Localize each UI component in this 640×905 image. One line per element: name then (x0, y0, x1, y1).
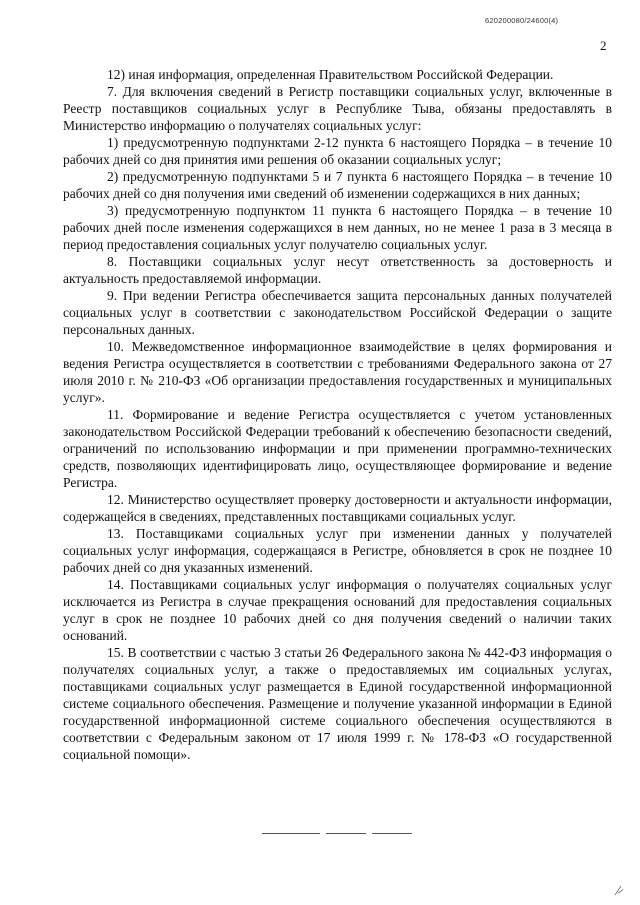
paragraph-14: 14. Поставщиками социальных услуг информация о получателях социальных услуг исключается из Регистра в случае прекращения оснований для предоставления социальных услуг в срок не позднее 10 рабочих дней со дня получения сведений о наличии таких оснований. (63, 577, 612, 643)
document-code: 620200080/24600(4) (485, 16, 559, 25)
paragraph-7-subitem-2: 2) предусмотренную подпунктами 5 и 7 пункта 6 настоящего Порядка – в течение 10 рабочих дней со дня получения ими сведений об изменении содержащихся в них данных; (63, 169, 612, 201)
end-rule-segment (262, 833, 320, 834)
paragraph-9: 9. При ведении Регистра обеспечивается защита персональных данных получателей социальных услуг в соответствии с законодательством Российской Федерации о защите персональных данных. (63, 288, 612, 337)
paragraph-item-12: 12) иная информация, определенная Правительством Российской Федерации. (107, 67, 554, 82)
end-of-document-rule (262, 833, 412, 835)
paragraph-7: 7. Для включения сведений в Регистр поставщики социальных услуг, включенные в Реестр поставщиков социальных услуг в Республике Тыва, обязаны предоставлять в Министерство информацию о получателях социальных услуг: (63, 84, 612, 133)
paragraph-11: 11. Формирование и ведение Регистра осуществляется с учетом установленных законодательством Российской Федерации требований к обеспечению безопасности сведений, ограничений по использованию информации и при применении программно-технических средств, позволяющих идентифицировать лицо, осуществляющее формирование и ведение Регистра. (63, 407, 612, 490)
page-number: 2 (600, 38, 607, 53)
paragraph-7-subitem-1: 1) предусмотренную подпунктами 2-12 пункта 6 настоящего Порядка – в течение 10 рабочих дней со дня принятия ими решения об оказании социальных услуг; (63, 135, 612, 167)
paragraph-10: 10. Межведомственное информационное взаимодействие в целях формирования и ведения Регистра осуществляется в соответствии с требованиями Федерального закона от 27 июля 2010 г. № 210-ФЗ «Об организации предоставления государственных и муниципальных услуг». (63, 339, 612, 405)
end-rule-segment (372, 833, 412, 834)
paragraph-7-subitem-3: 3) предусмотренную подпунктом 11 пункта 6 настоящего Порядка – в течение 10 рабочих дней после изменения содержащихся в нем данных, но не менее 1 раза в 3 месяца в период предоставления социальных услуг получателю социальных услуг. (63, 203, 612, 252)
handwritten-mark-icon (612, 883, 626, 897)
paragraph-13: 13. Поставщиками социальных услуг при изменении данных у получателей социальных услуг информация, содержащаяся в Регистре, обновляется в срок не позднее 10 рабочих дней со дня указанных изменений. (63, 526, 612, 575)
paragraph-12: 12. Министерство осуществляет проверку достоверности и актуальности информации, содержащейся в сведениях, представленных поставщиками социальных услуг. (63, 492, 612, 524)
document-body (63, 66, 612, 763)
paragraph-8: 8. Поставщики социальных услуг несут ответственность за достоверность и актуальность предоставляемой информации. (63, 254, 612, 286)
paragraph-15: 15. В соответствии с частью 3 статьи 26 Федерального закона № 442-ФЗ информация о получателях социальных услуг, а также о предоставляемых им социальных услугах, поставщиками социальных услуг размещается в Единой государственной информационной системе социального обеспечения. Размещение и получение указанной информации в Единой государственной информационной системе социального обеспечения осуществляются в соответствии с Федеральным законом от 17 июля 1999 г. № 178-ФЗ «О государственной социальной помощи». (63, 645, 612, 762)
end-rule-segment (326, 833, 366, 834)
